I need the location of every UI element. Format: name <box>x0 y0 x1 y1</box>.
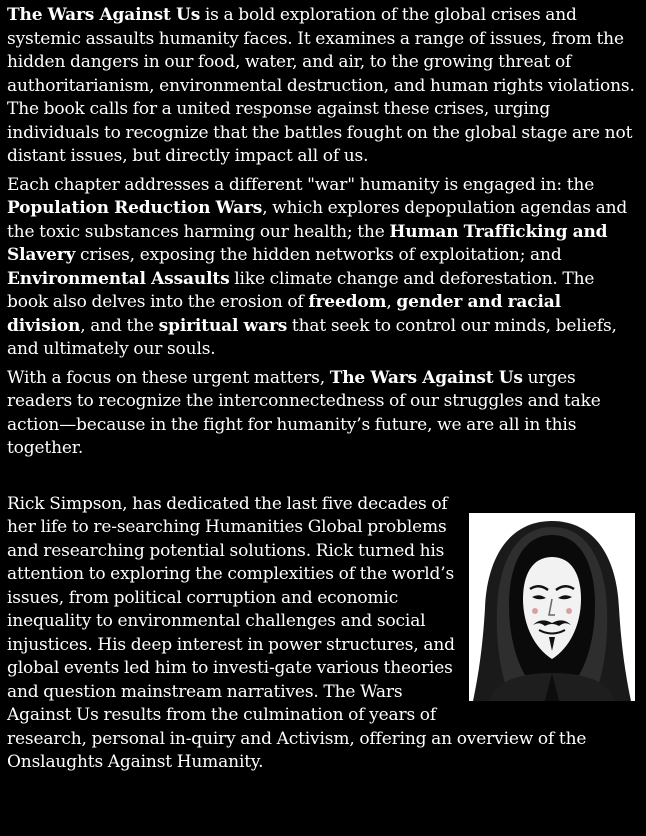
human-trafficking: Human Trafficking and Slavery <box>7 221 608 265</box>
author-image <box>469 513 635 701</box>
intro-paragraph-2 <box>7 174 639 362</box>
freedom: freedom <box>308 292 387 312</box>
intro-text-1: is a bold exploration of the global crises and systemic assaults humanity faces. It examines a range of issues, from the hidden dangers in our food, water, and air, to the growing threat of authoritarianism, environmental destruction, and human rights violations. The book calls for a united response against these crises, urging individuals to recognize that the battles fought on the global stage are not distant issues, but directly impact all of us. <box>7 5 635 166</box>
hooded-mask-icon <box>469 513 635 701</box>
p3-text-1: With a focus on these urgent matters, <box>7 367 330 388</box>
intro-paragraph-3 <box>7 367 639 461</box>
population-reduction-wars: Population Reduction Wars <box>7 198 263 218</box>
p2-text-3: crises, exposing the hidden networks of exploitation; and <box>75 245 562 265</box>
environmental-assaults: Environmental Assaults <box>7 268 230 289</box>
p2-text-6: , and the <box>80 315 159 336</box>
p2-text-7: that seek to control our minds, beliefs, and ultimately our souls. <box>7 315 617 359</box>
book-title: The Wars Against Us <box>7 5 201 25</box>
p3-text-2: urges readers to recognize the interconnectedness of our struggles and take action—because in the fight for humanity’s future, we are all in this together. <box>7 367 601 458</box>
author-bio-text: Rick Simpson, has dedicated the last five decades of her life to re-searching Humanities Global problems and researching potential solutions. Rick turned his attention to exploring the complexities of the world’s issues, from political corruption and economic inequality to environmental challenges and social injustices. His deep interest in power structures, and global events led him to investi-gate various theories and question mainstream narratives. The Wars Against Us results from the culmination of years of research, personal in-quiry and Activism, offering an overview of the Onslaughts Against Humanity. <box>7 493 587 772</box>
author-bio <box>7 493 639 775</box>
spiritual-wars: spiritual wars <box>158 315 288 336</box>
p2-text-4: like climate change and deforestation. The book also delves into the erosion of <box>7 268 595 312</box>
p2-text-2: , which explores depopulation agendas and the toxic substances harming our health; the <box>7 198 628 242</box>
back-cover-text <box>7 4 639 775</box>
intro-paragraph-1 <box>7 4 639 169</box>
p2-text-5: , <box>386 292 397 312</box>
book-title-inline: The Wars Against Us <box>329 367 523 388</box>
p2-text-1: Each chapter addresses a different "war" humanity is engaged in: the <box>7 174 595 195</box>
gender-racial-division: gender and racial division <box>7 292 561 336</box>
